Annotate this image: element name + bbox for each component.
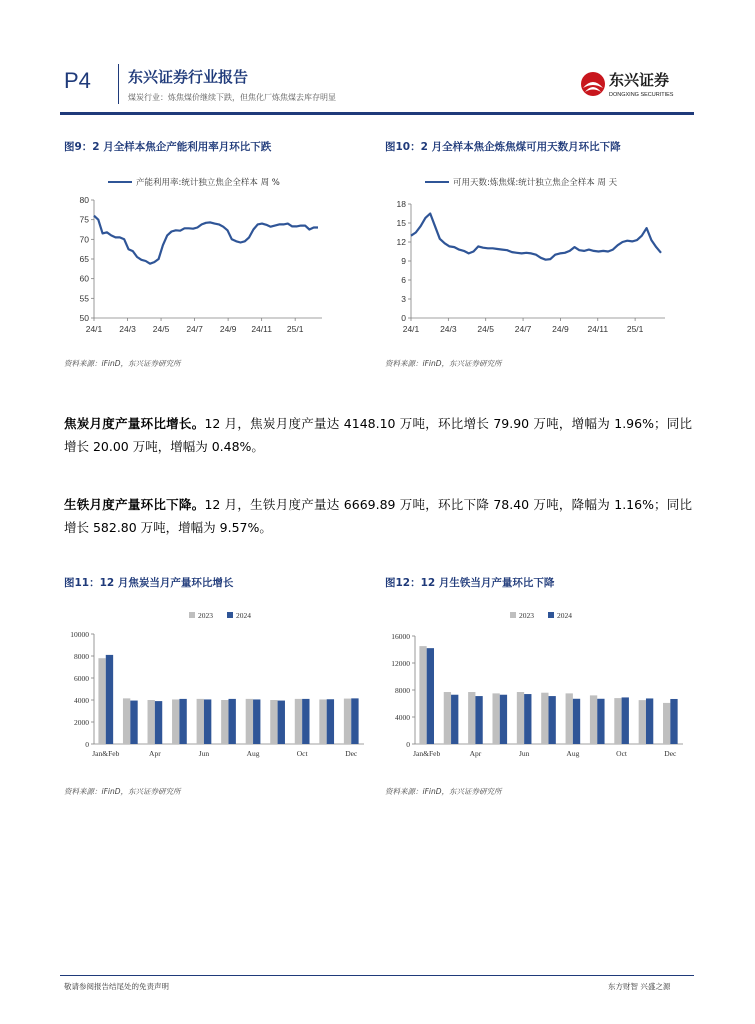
fig12-bar-chart (385, 604, 685, 764)
x-tick-label: 24/9 (219, 324, 237, 334)
legend-swatch-2023 (189, 612, 195, 618)
legend-label-2023: 2023 (198, 611, 213, 620)
y-tick-label: 75 (79, 214, 89, 225)
report-title: 东兴证券行业报告 (128, 68, 249, 86)
series-line (94, 216, 318, 264)
legend-swatch-2024 (548, 612, 554, 618)
series-line (411, 214, 661, 260)
bar-2023 (221, 700, 228, 744)
bar-2024 (204, 699, 211, 744)
y-tick-label: 8000 (395, 686, 410, 695)
x-tick-label: Apr (149, 749, 161, 758)
legend-label-2024: 2024 (236, 611, 251, 620)
bar-2023 (123, 698, 130, 744)
y-tick-label: 2000 (74, 718, 89, 727)
fig10-title: 图10：2 月全样本焦企炼焦煤可用天数月环比下降 (385, 141, 621, 153)
y-tick-label: 0 (401, 313, 406, 323)
fig10-source: 资料来源：iFinD，东兴证券研究所 (385, 359, 502, 368)
bar-2023 (444, 692, 451, 744)
x-tick-label: Jun (198, 749, 210, 758)
x-tick-label: 24/5 (477, 324, 494, 334)
fig12-title: 图12：12 月生铁当月产量环比下降 (385, 577, 555, 589)
y-tick-label: 3 (401, 294, 406, 304)
bar-2023 (344, 699, 351, 744)
bar-2024 (327, 699, 334, 744)
bar-2024 (597, 699, 604, 744)
bar-2024 (475, 696, 482, 744)
x-tick-label: 24/11 (251, 324, 272, 334)
x-tick-label: 25/1 (626, 324, 644, 334)
bar-2023 (541, 693, 548, 744)
y-tick-label: 12000 (391, 659, 410, 668)
bar-2024 (130, 701, 137, 744)
legend-label-2023: 2023 (519, 611, 534, 620)
x-tick-label: Apr (469, 749, 482, 758)
y-tick-label: 9 (401, 256, 406, 266)
bar-2024 (451, 695, 458, 744)
x-tick-label: 24/1 (402, 324, 420, 334)
bar-2023 (246, 699, 253, 744)
y-tick-label: 10000 (70, 630, 89, 639)
bar-2023 (468, 692, 475, 744)
bar-2024 (622, 697, 629, 744)
y-tick-label: 12 (396, 237, 406, 247)
y-tick-label: 0 (406, 740, 410, 749)
y-tick-label: 4000 (395, 713, 410, 722)
legend-label-2024: 2024 (557, 611, 572, 620)
company-logo (579, 68, 689, 100)
x-tick-label: Aug (566, 749, 580, 758)
bar-2024 (573, 699, 580, 744)
bar-2024 (302, 699, 309, 744)
x-tick-label: Oct (616, 749, 628, 758)
x-tick-label: 24/5 (152, 324, 170, 334)
y-tick-label: 8000 (74, 652, 89, 661)
fig12-source: 资料来源：iFinD，东兴证券研究所 (385, 787, 502, 796)
y-tick-label: 15 (396, 218, 406, 228)
y-tick-label: 4000 (74, 696, 89, 705)
bar-2023 (172, 699, 179, 744)
legend-swatch-2024 (227, 612, 233, 618)
y-tick-label: 55 (79, 293, 89, 304)
bar-2024 (351, 698, 358, 744)
footer-rule (60, 975, 694, 976)
bar-2024 (253, 699, 260, 744)
fig10-line-chart (385, 168, 685, 340)
x-tick-label: 25/1 (286, 324, 304, 334)
page-number: P4 (64, 68, 91, 93)
x-tick-label: Oct (296, 749, 308, 758)
bar-2023 (148, 700, 155, 744)
bar-2023 (517, 692, 524, 744)
paragraph-coke-output (64, 412, 692, 458)
header-rule (60, 112, 694, 115)
bar-2024 (106, 655, 113, 744)
bar-2024 (524, 694, 531, 744)
bar-2023 (663, 703, 670, 744)
paragraph-coke-output-body: 12 月，焦炭月度产量达 4148.10 万吨，环比增长 79.90 万吨，增幅为 1.96%；同比增长 20.00 万吨，增幅为 0.48%。 (64, 416, 692, 454)
bar-2023 (492, 693, 499, 744)
x-tick-label: 24/1 (85, 324, 103, 334)
y-tick-label: 60 (79, 273, 89, 284)
y-tick-label: 50 (79, 313, 89, 323)
footer-slogan: 东方财智 兴盛之源 (608, 982, 671, 991)
bar-2024 (179, 699, 186, 744)
fig11-source: 资料来源：iFinD，东兴证券研究所 (64, 787, 181, 796)
fig11-bar-chart (64, 604, 364, 764)
report-subtitle: 煤炭行业：炼焦煤价继续下跌，但焦化厂炼焦煤去库存明显 (128, 93, 336, 102)
legend-label: 可用天数:炼焦煤:统计独立焦企全样本 周 天 (453, 178, 618, 188)
x-tick-label: Jan&Feb (413, 749, 441, 758)
bar-2024 (670, 699, 677, 744)
bar-2023 (590, 695, 597, 744)
x-tick-label: 24/7 (514, 324, 532, 334)
bar-2023 (419, 646, 426, 744)
logo-emblem-icon (579, 68, 689, 100)
x-tick-label: 24/3 (440, 324, 457, 334)
bar-2023 (98, 658, 105, 744)
bar-2024 (427, 648, 434, 744)
bar-2024 (646, 698, 653, 744)
x-tick-label: Dec (345, 749, 358, 758)
fig9-line-chart (64, 168, 344, 340)
fig9-title: 图9：2 月全样本焦企产能利用率月环比下跌 (64, 141, 272, 153)
legend-swatch-2023 (510, 612, 516, 618)
y-tick-label: 18 (396, 199, 406, 209)
y-tick-label: 80 (79, 195, 89, 205)
header-divider (118, 64, 119, 104)
bar-2023 (639, 700, 646, 744)
fig9-source: 资料来源：iFinD，东兴证券研究所 (64, 359, 181, 368)
x-tick-label: Jan&Feb (92, 749, 120, 758)
x-tick-label: Jun (518, 749, 530, 758)
bar-2024 (278, 701, 285, 744)
y-tick-label: 16000 (391, 632, 410, 641)
x-tick-label: 24/11 (587, 324, 609, 334)
bar-2024 (155, 701, 162, 744)
footer-disclaimer: 敬请参阅报告结尾处的免责声明 (64, 982, 169, 991)
paragraph-pig-iron-output (64, 493, 692, 539)
bar-2023 (566, 693, 573, 744)
bar-2024 (549, 696, 556, 744)
x-tick-label: Dec (664, 749, 677, 758)
bar-2023 (319, 699, 326, 744)
x-tick-label: 24/9 (552, 324, 569, 334)
y-tick-label: 70 (79, 234, 89, 245)
bar-2024 (500, 695, 507, 744)
y-tick-label: 65 (79, 254, 89, 264)
x-tick-label: 24/7 (186, 324, 203, 334)
logo-subtext: DONGXING SECURITIES (609, 92, 674, 98)
bar-2023 (295, 699, 302, 744)
bar-2023 (197, 699, 204, 744)
x-tick-label: 24/3 (119, 324, 136, 334)
y-tick-label: 6 (401, 275, 406, 285)
bar-2024 (229, 699, 236, 744)
bar-2023 (614, 698, 621, 744)
bar-2023 (270, 700, 277, 744)
paragraph-pig-iron-output-lead: 生铁月度产量环比下降。 (64, 497, 205, 512)
y-tick-label: 6000 (74, 674, 89, 683)
fig11-title: 图11：12 月焦炭当月产量环比增长 (64, 577, 234, 589)
legend-label: 产能利用率:统计独立焦企全样本 周 % (136, 178, 280, 188)
paragraph-coke-output-lead: 焦炭月度产量环比增长。 (64, 416, 205, 431)
x-tick-label: Aug (246, 749, 260, 758)
logo-text: 东兴证券 (609, 71, 670, 89)
y-tick-label: 0 (85, 740, 89, 749)
paragraph-pig-iron-output-body: 12 月，生铁月度产量达 6669.89 万吨，环比下降 78.40 万吨，降幅为 1.16%；同比增长 582.80 万吨，增幅为 9.57%。 (64, 497, 692, 535)
